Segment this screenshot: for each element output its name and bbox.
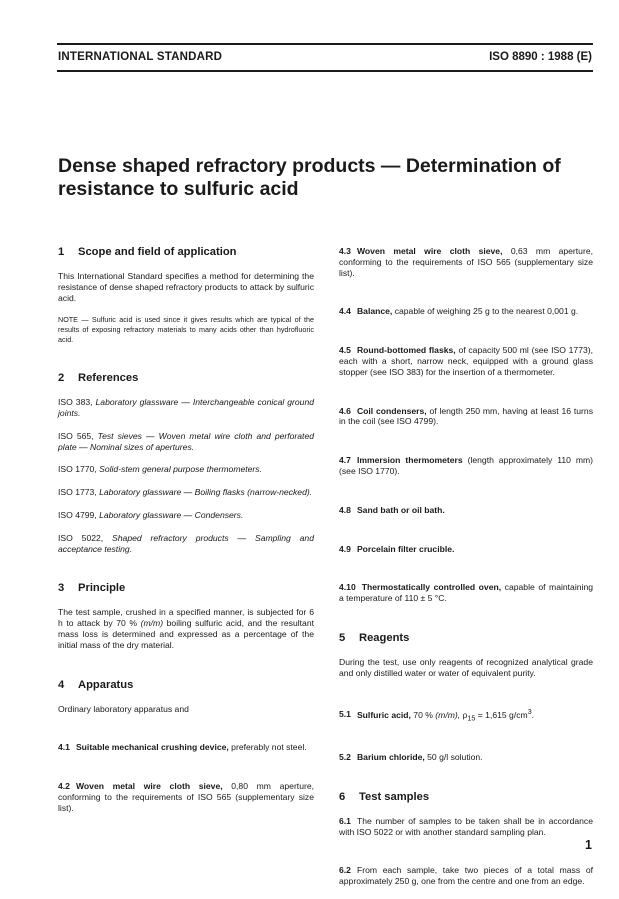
header-document-number: ISO 8890 : 1988 (E)	[489, 51, 592, 63]
principle-paragraph: The test sample, crushed in a specified manner, is subjected for 6 h to attack by 70 % (m/m) boiling sulfuric acid, and the resultant mass loss is determined and expressed as a percentage of the initial mass of the dry material.	[58, 607, 314, 650]
reagent-item: 5.1 Sulfuric acid, 70 % (m/m), $\rho_{15} = 1,615$ $g/cm^3$.	[339, 707, 535, 723]
header-top-rule	[57, 43, 593, 45]
test-sample-item: 6.2 From each sample, take two pieces of a total mass of approximately 250 g, one from the centre and one from an edge.	[339, 865, 593, 887]
reference-item: ISO 383, Laboratory glassware — Interchangeable conical ground joints.	[58, 397, 315, 418]
right-column	[339, 246, 593, 899]
apparatus-intro: Ordinary laboratory apparatus and	[58, 703, 189, 714]
section-1-heading	[58, 246, 314, 258]
scope-paragraph: This International Standard specifies a method for determining the resistance of dense shaped refractory products to attack by sulfuric acid.	[58, 271, 314, 303]
section-number: 4	[58, 678, 65, 691]
section-2-heading	[58, 372, 314, 384]
apparatus-item: 4.10 Thermostatically controlled oven, capable of maintaining a temperature of 110 ± 5 °C.	[339, 582, 593, 604]
section-title: Apparatus	[78, 678, 134, 691]
apparatus-item: 4.9 Porcelain filter crucible.	[339, 543, 455, 554]
section-3-heading	[58, 582, 314, 594]
apparatus-item: 4.5 Round-bottomed flasks, of capacity 500 ml (see ISO 1773), each with a short, narrow neck, equipped with a ground glass stopper (see ISO 383) for the insertion of a thermometer.	[339, 345, 593, 377]
reagent-item: 5.2 Barium chloride, 50 g/l solution.	[339, 751, 483, 762]
scope-note: NOTE — Sulfuric acid is used since it gives results which are typical of the results of exposing refractory materials to many acids other than hydrofluoric acid.	[58, 315, 314, 344]
document-title: Dense shaped refractory products — Determination of resistance to sulfuric acid	[58, 155, 561, 200]
section-number: 1	[58, 246, 65, 258]
section-number: 5	[339, 631, 346, 644]
section-title: Test samples	[359, 790, 430, 803]
section-number: 3	[58, 582, 65, 595]
section-number: 2	[58, 372, 65, 385]
reference-item: ISO 565, Test sieves — Woven metal wire cloth and perforated plate — Nominal sizes of apertures.	[58, 430, 314, 452]
section-title: Reagents	[359, 631, 410, 644]
apparatus-item: 4.2 Woven metal wire cloth sieve, 0,80 mm aperture, conforming to the requirements of ISO 565 (supplementary size list).	[58, 781, 314, 813]
reference-item: ISO 5022, Shaped refractory products — Sampling and acceptance testing.	[58, 532, 314, 554]
reference-item: ISO 4799, Laboratory glassware — Condensers.	[58, 509, 244, 520]
apparatus-item: 4.1 Suitable mechanical crushing device, preferably not steel.	[58, 742, 307, 753]
left-column	[58, 246, 314, 826]
reference-item: ISO 1773, Laboratory glassware — Boiling flasks (narrow-necked).	[58, 487, 313, 498]
reference-item: ISO 1770, Solid-stem general purpose thermometers.	[58, 464, 262, 475]
apparatus-item: 4.7 Immersion thermometers (length approximately 110 mm) (see ISO 1770).	[339, 455, 593, 476]
section-5-heading	[339, 632, 593, 644]
reagents-intro: During the test, use only reagents of recognized analytical grade and only distilled water or water of equivalent purity.	[339, 656, 593, 678]
section-number: 6	[339, 790, 346, 803]
section-title: References	[78, 372, 139, 385]
section-4-heading	[58, 679, 314, 691]
section-6-heading	[339, 791, 593, 803]
section-title: Principle	[78, 582, 126, 595]
header-standard-label: INTERNATIONAL STANDARD	[58, 51, 223, 63]
test-sample-item: 6.1 The number of samples to be taken shall be in accordance with ISO 5022 or with another standard sampling plan.	[339, 815, 593, 837]
section-title: Scope and field of application	[78, 246, 237, 258]
apparatus-item: 4.6 Coil condensers, of length 250 mm, having at least 16 turns in the coil (see ISO 4799).	[339, 405, 593, 427]
apparatus-item: 4.3 Woven metal wire cloth sieve, 0,63 mm aperture, conforming to the requirements of ISO 565 (supplementary size list).	[339, 246, 593, 278]
header-bottom-rule	[57, 70, 593, 72]
apparatus-item: 4.4 Balance, capable of weighing 25 g to the nearest 0,001 g.	[339, 306, 579, 317]
page-number: 1	[585, 838, 592, 852]
apparatus-item: 4.8 Sand bath or oil bath.	[339, 504, 445, 515]
